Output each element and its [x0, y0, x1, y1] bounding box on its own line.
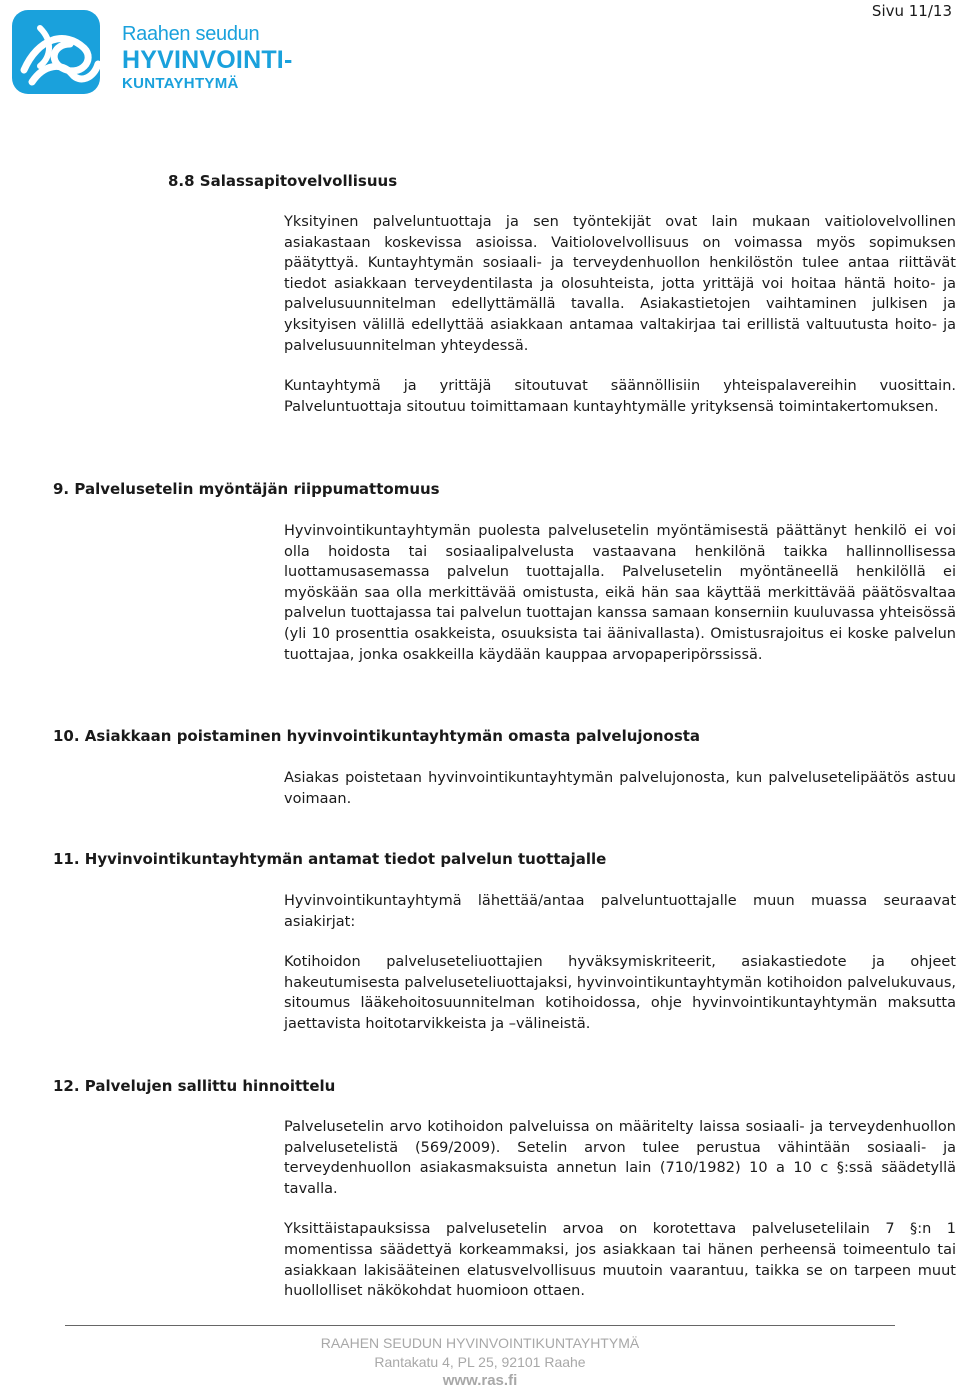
paragraph: Yksityinen palveluntuottaja ja sen työntekijät ovat lain mukaan vaitiolovelvollinen asiakastaan koskevissa asioissa. Vaitiolovelvollisuus on voimassa myös sopimuksen päätyttyä. Kuntayhtymän sosiaali- ja terveydenhuollon henkilöstön tulee antaa riittävät tiedot asiakkaan terveydentilasta ja olosuhteista, jotta yrittäjä voi hoitaa häntä hoito- ja palvelusuunnitelman edellyttämällä tavalla. Asiakastietojen vaihtaminen julkisen ja yksityisen välillä edellyttää asiakkaan antamaa valtakirjaa tai erillistä valtuutusta hoito- ja palvelusuunnitelman yhteydessä. [284, 214, 956, 354]
organization-logo [10, 8, 300, 98]
logo-line3: KUNTAYHTYMÄ [122, 75, 239, 92]
paragraph: Palvelusetelin arvo kotihoidon palveluissa on määritelty laissa sosiaali- ja terveydenhuollon palvelusetelistä (569/2009). Setelin arvon tulee perustua vähintään sosiaali- ja terveydenhuollon asiakasmaksuista annetun lain (710/1982) 10 a 10 c §:ssä säädetyllä tavalla. [284, 1119, 956, 1197]
section-10-heading: 10. Asiakkaan poistaminen hyvinvointikuntayhtymän omasta palvelujonosta [53, 727, 701, 745]
knot-logo-icon [10, 8, 105, 98]
footer-website-link[interactable]: www.ras.fi [442, 1372, 518, 1389]
paragraph: Kuntayhtymä ja yrittäjä sitoutuvat säännöllisiin yhteispalavereihin vuosittain. Palveluntuottaja sitoutuu toimittamaan kuntayhtymälle yrityksensä toimintakertomuksen. [284, 378, 956, 415]
section-12-body [284, 1117, 956, 1302]
footer-organization: RAAHEN SEUDUN HYVINVOINTIKUNTAYHTYMÄ [320, 1335, 640, 1351]
section-11-body [284, 891, 956, 1035]
section-11-heading: 11. Hyvinvointikuntayhtymän antamat tiedot palvelun tuottajalle [53, 850, 607, 868]
logo-line2: HYVINVOINTI- [122, 46, 293, 74]
section-10-body [284, 768, 956, 809]
paragraph: Kotihoidon palveluseteliuottajien hyväksymiskriteerit, asiakastiedote ja ohjeet hakeutumisesta palveluseteliuottajaksi, hyvinvointikuntayhtymän kotihoidon palvelukuvaus, sitoumus lääkehoitosuunnitelman kotihoidossa, ohje hyvinvointikuntayhtymän maksutta jaettavista hoitotarvikkeista ja –välineistä. [284, 954, 956, 1032]
section-9-body [284, 521, 956, 665]
footer-address: Rantakatu 4, PL 25, 92101 Raahe [374, 1354, 586, 1370]
logo-line1: Raahen seudun [122, 23, 260, 45]
section-8-8-body [284, 212, 956, 417]
paragraph: Hyvinvointikuntayhtymä lähettää/antaa palveluntuottajalle muun muassa seuraavat asiakirjat: [284, 893, 956, 930]
footer-divider [65, 1325, 895, 1326]
section-12-heading: 12. Palvelujen sallittu hinnoittelu [53, 1077, 336, 1095]
paragraph: Yksittäistapauksissa palvelusetelin arvoa on korotettava palvelusetelilain 7 §:n 1 momentissa säädettyä korkeammaksi, jos asiakkaan tai hänen perheensä toimeentulo tai asiakkaan lakisääteinen elatusvelvollisuus muutoin vaarantuu, taikka se on tarpeen muut huollolliset näkökohdat huomioon ottaen. [284, 1221, 956, 1300]
section-8-8-heading: 8.8 Salassapitovelvollisuus [168, 172, 398, 190]
section-9-heading: 9. Palvelusetelin myöntäjän riippumattomuus [53, 480, 440, 498]
paragraph: Hyvinvointikuntayhtymän puolesta palvelusetelin myöntämisestä päättänyt henkilö ei voi olla hoidosta tai sosiaalipalvelusta vastaavana henkilönä taikka hallinnollisessa luottamusasemassa palvelun tuottajalla. Palvelusetelin myöntäneellä henkilöllä ei myöskään saa olla merkittävää omistusta, eikä hän saa käyttää merkittävää päätösvaltaa palvelun tuottajassa tai palvelun tuottajan kanssa samaan konserniin kuuluvassa yhteisössä (yli 10 prosenttia osakkeista, osuuksista tai äänivallasta). Omistusrajoitus ei koske palvelun tuottajaa, jonka osakkeilla käydään kauppaa arvopaperipörssissä. [284, 523, 956, 663]
page-number: Sivu 11/13 [871, 2, 952, 20]
paragraph: Asiakas poistetaan hyvinvointikuntayhtymän palvelujonosta, kun palvelusetelipäätös astuu voimaan. [284, 770, 956, 807]
